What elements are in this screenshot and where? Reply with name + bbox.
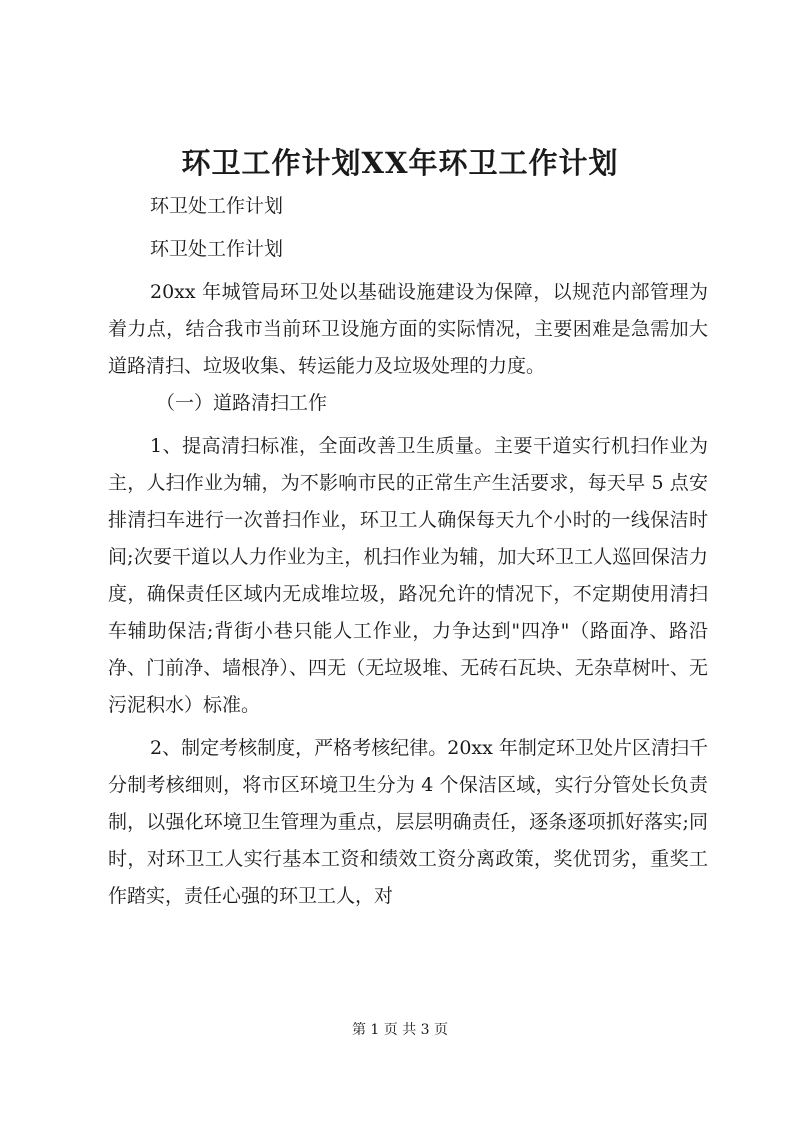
document-body xyxy=(108,188,708,915)
paragraph-item-2: 2、制定考核制度，严格考核纪律。20xx 年制定环卫处片区清扫千分制考核细则，将市区环境卫生分为 4 个保洁区域，实行分管处长负责制，以强化环境卫生管理为重点，层层明确责任，逐条逐项抓好落实;同时，对环卫工人实行基本工资和绩效工资分离政策，奖优罚劣，重奖工作踏实，责任心强的环卫工人，对 xyxy=(108,737,708,907)
paragraph-item-1: 1、提高清扫标准，全面改善卫生质量。主要干道实行机扫作业为主，人扫作业为辅，为不影响市民的正常生产生活要求，每天早 5 点安排清扫车进行一次普扫作业，环卫工人确保每天九个小时的一线保洁时间;次要干道以人力作业为主，机扫作业为辅，加大环卫工人巡回保洁力度，确保责任区域内无成堆垃圾，路况允许的情况下，不定期使用清扫车辅助保洁;背街小巷只能人工作业，力争达到"四净"（路面净、路沿净、门前净、墙根净）、四无（无垃圾堆、无砖石瓦块、无杂草树叶、无污泥积水）标准。 xyxy=(108,435,708,716)
section-heading: （一）道路清扫工作 xyxy=(156,392,328,414)
paragraph-heading-2: 环卫处工作计划 xyxy=(150,238,284,260)
paragraph-intro: 20xx 年城管局环卫处以基础设施建设为保障，以规范内部管理为着力点，结合我市当前环卫设施方面的实际情况，主要困难是急需加大道路清扫、垃圾收集、转运能力及垃圾处理的力度。 xyxy=(108,281,708,377)
document-title: 环卫工作计划XX年环卫工作计划 xyxy=(181,146,619,180)
paragraph-heading-1: 环卫处工作计划 xyxy=(150,195,284,217)
page-footer: 第 1 页 共 3 页 xyxy=(351,1022,449,1038)
